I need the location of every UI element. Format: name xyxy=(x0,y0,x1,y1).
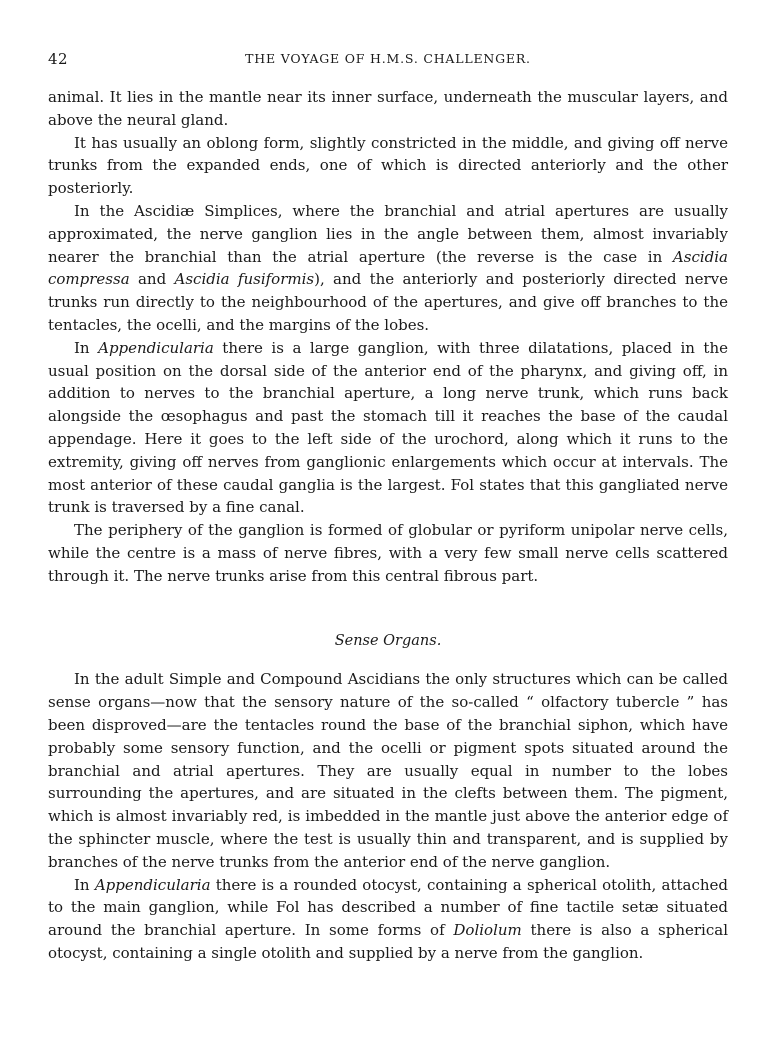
paragraph-1 xyxy=(48,86,728,132)
paragraph-6-text: In the adult Simple and Compound Ascidians the only structures which can be called sense organs—now that the sensory nature of the so-called “ olfactory tubercle ” has been disproved—are the tentacles round the base of the branchial siphon, which have probably some sensory function, and the ocelli or pigment spots situated around the branchial and atrial apertures. They are usually equal in number to the lobes surrounding the apertures, and are situated in the clefts between them. The pigment, which is almost invariably red, is imbedded in the mantle just above the anterior edge of the sphincter muscle, where the test is usually thin and transparent, and is supplied by branches of the nerve trunks from the anterior end of the nerve ganglion. xyxy=(48,670,728,871)
section-heading: Sense Organs. xyxy=(334,632,442,649)
running-title: THE VOYAGE OF H.M.S. CHALLENGER. xyxy=(245,51,531,66)
page-number: 42 xyxy=(48,50,69,68)
paragraph-1-text: animal. It lies in the mantle near its inner surface, underneath the muscular layers, and above the neural gland. xyxy=(48,88,728,129)
page-header xyxy=(48,50,728,72)
paragraph-5 xyxy=(48,519,728,587)
paragraph-3-text-a: In the Ascidiæ Simplices, where the branchial and atrial apertures are usually approximated, the nerve ganglion lies in the angle between them, almost invariably nearer the branchial than the atrial aperture (the reverse is the case in xyxy=(48,201,728,266)
taxon-doliolum: Doliolum xyxy=(453,921,522,940)
paragraph-3 xyxy=(48,200,728,337)
paragraph-4-text-a: In xyxy=(74,338,99,357)
paragraph-4 xyxy=(48,337,728,519)
paragraph-7 xyxy=(48,874,728,965)
paragraph-3-text-c: ), and the anteriorly and posteriorly directed nerve trunks run directly to the neighbourhood of the apertures, and give off branches to the tentacles, the ocelli, and the margins of the lobes. xyxy=(48,270,728,334)
taxon-appendicularia-2: Appendicularia xyxy=(94,875,211,894)
paragraph-7-text-c: there is also a spherical otocyst, containing a single otolith and supplied by a nerve from the ganglion. xyxy=(48,921,728,962)
paragraph-2 xyxy=(48,132,728,200)
paragraph-7-text-a: In xyxy=(74,875,95,894)
paragraph-3-text-b: and xyxy=(129,270,175,289)
paragraph-2-text: It has usually an oblong form, slightly constricted in the middle, and giving off nerve trunks from the expanded ends, one of which is directed anteriorly and the other posteriorly. xyxy=(48,133,728,198)
taxon-appendicularia: Appendicularia xyxy=(98,338,214,357)
body-text xyxy=(48,86,728,965)
taxon-ascidia-compressa: Ascidia compressa xyxy=(48,247,728,289)
book-page xyxy=(48,50,728,965)
paragraph-5-text: The periphery of the ganglion is formed of globular or pyriform unipolar nerve cells, while the centre is a mass of nerve fibres, with a very few small nerve cells scattered through it. The nerve trunks arise from this central fibrous part. xyxy=(48,521,728,585)
taxon-ascidia-fusiformis: Ascidia fusiformis xyxy=(174,270,315,289)
paragraph-7-text-b: there is a rounded otocyst, containing a spherical otolith, attached to the main ganglion, while Fol has described a number of fine tactile setæ situated around the branchial aperture. In some forms of xyxy=(48,875,729,940)
paragraph-6 xyxy=(48,668,728,873)
paragraph-4-text-b: there is a large ganglion, with three dilatations, placed in the usual position on the dorsal side of the anterior end of the pharynx, and giving off, in addition to nerves to the branchial aperture, a long nerve trunk, which runs back alongside the œsophagus and past the stomach till it reaches the base of the caudal appendage. Here it goes to the left side of the urochord, along which it runs to the extremity, giving off nerves from ganglionic enlargements which occur at intervals. The most anterior of these caudal ganglia is the largest. Fol states that this gangliated nerve trunk is traversed by a fine canal. xyxy=(48,338,729,517)
